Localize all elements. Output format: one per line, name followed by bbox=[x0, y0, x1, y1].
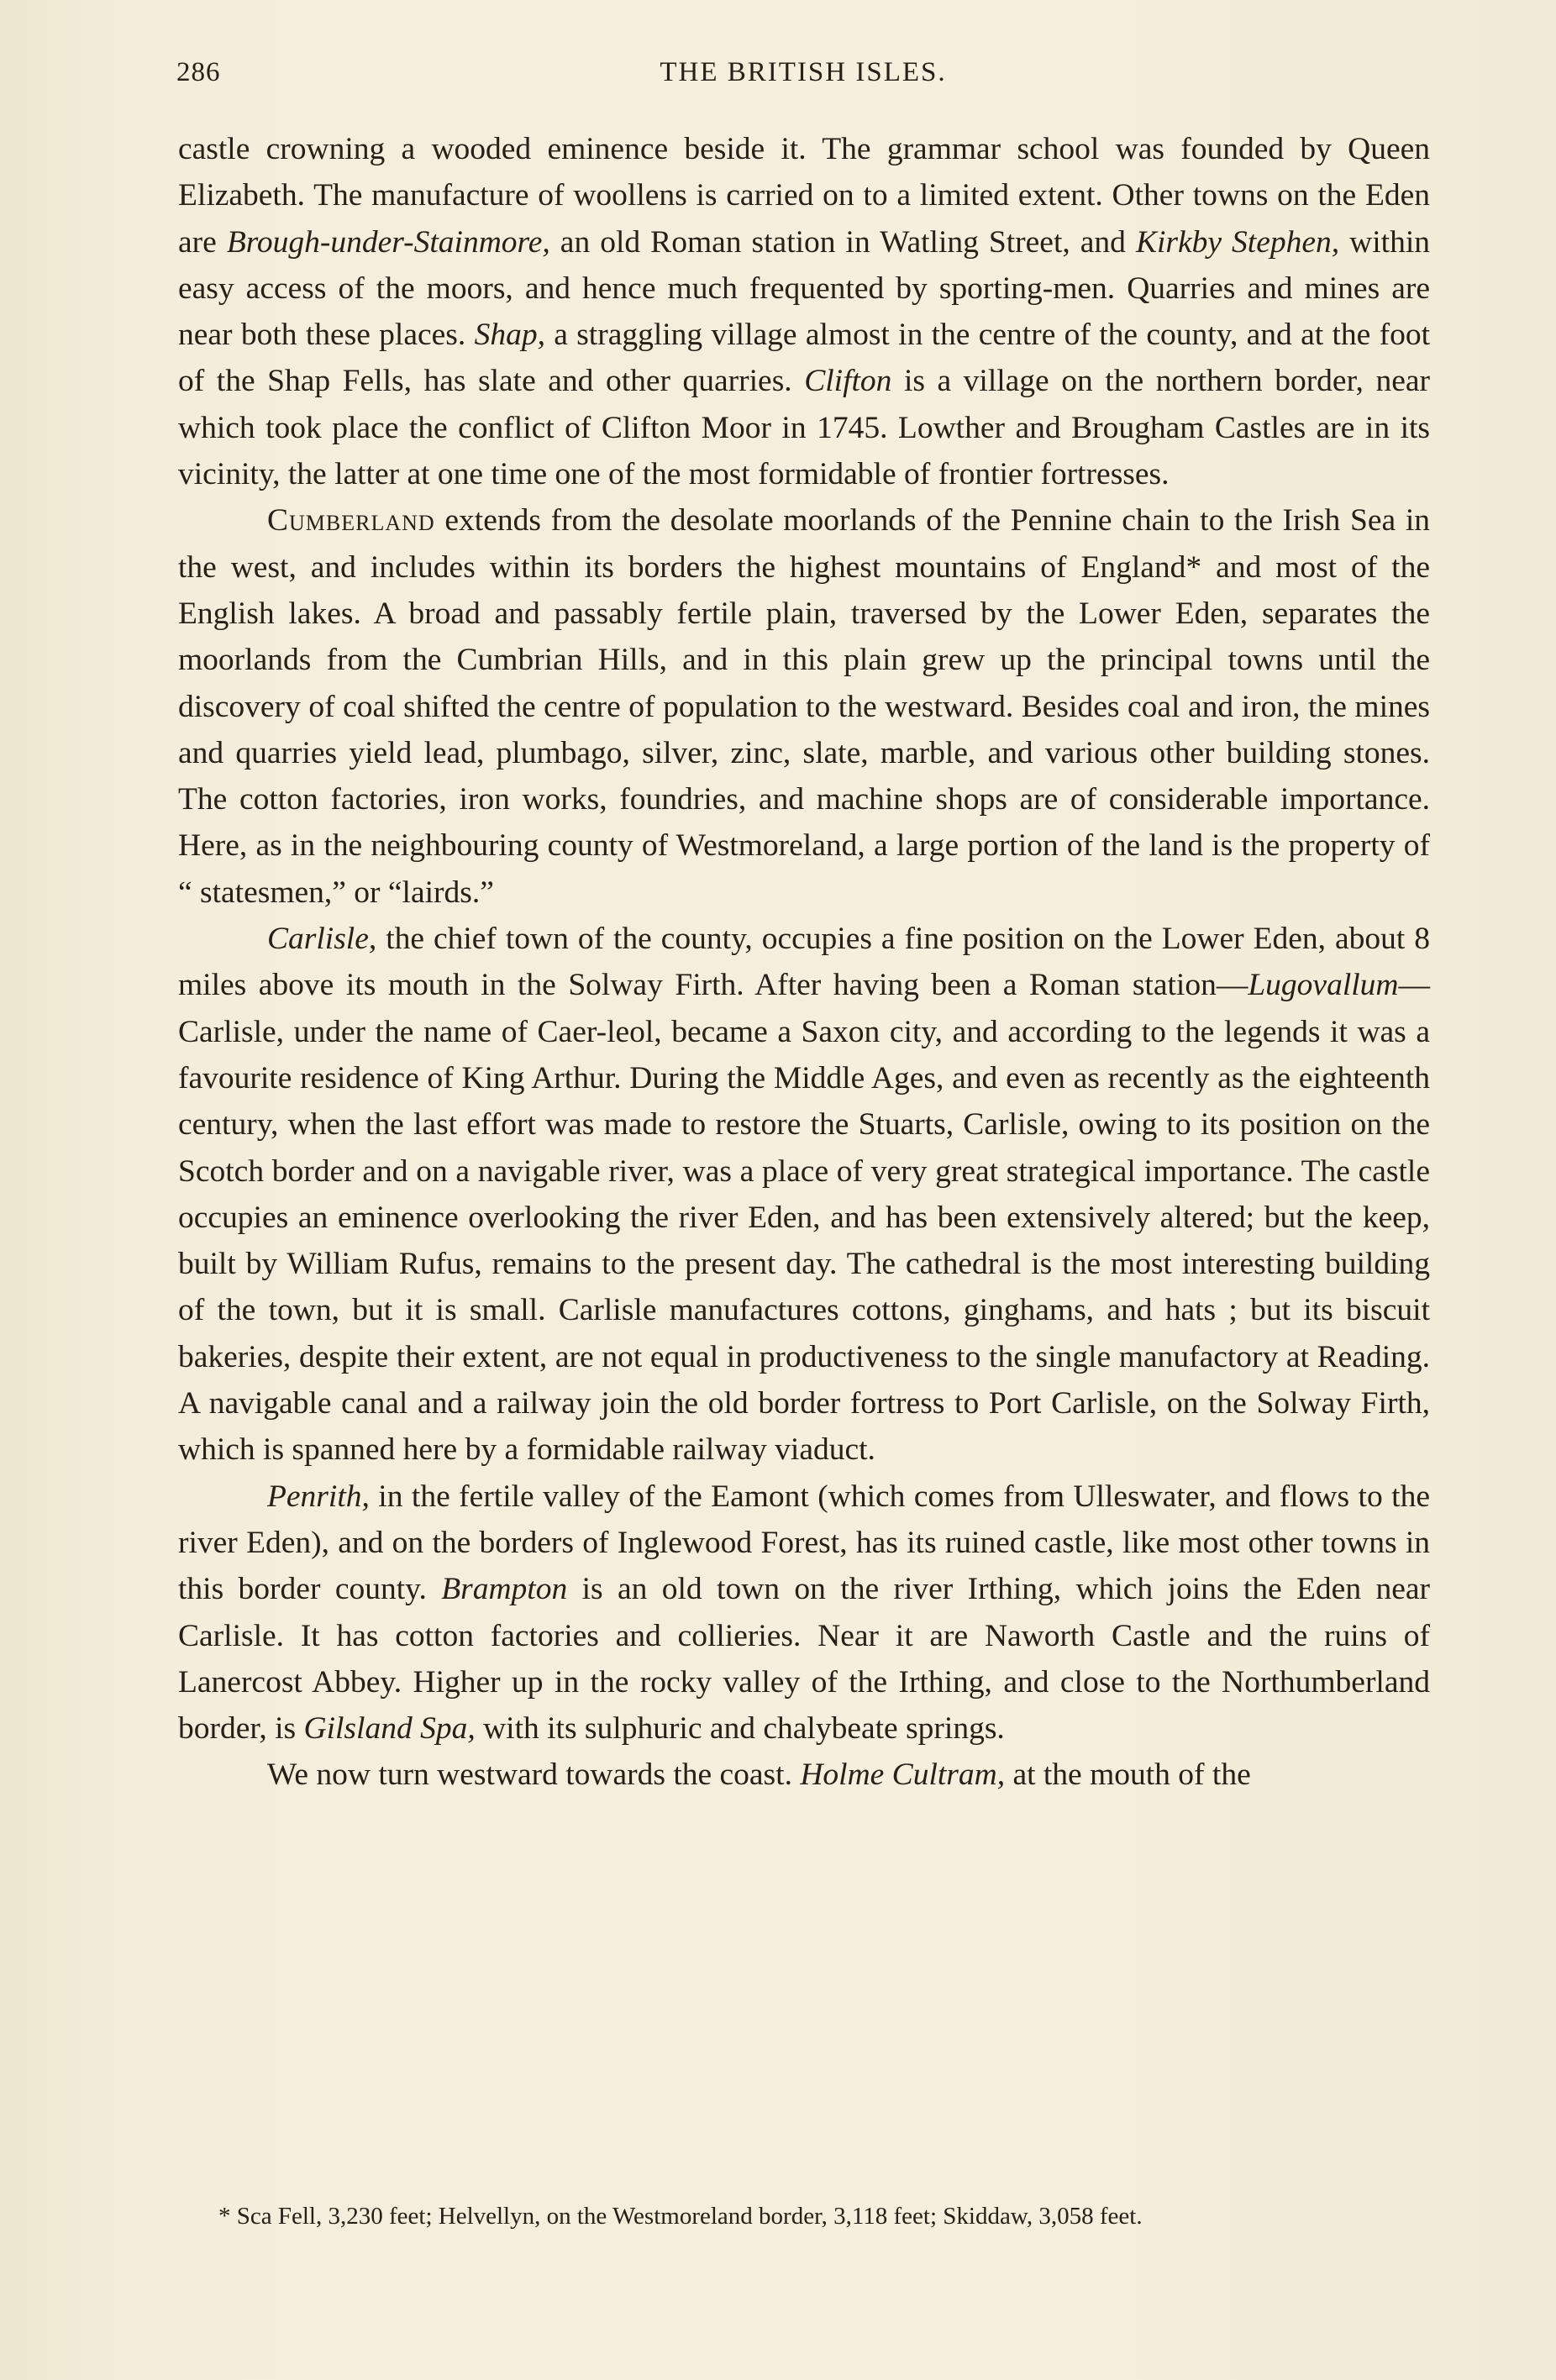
paragraph-penrith: Penrith, in the fertile valley of the Eamont (which comes from Ulleswater, and flows to the river Eden), and on the borders of Inglewood Forest, has its ruined castle, like most other towns in this border county. Brampton is an old town on the river Irthing, which joins the Eden near Carlisle. It has cotton factories and collieries. Near it are Naworth Castle and the ruins of Lanercost Abbey. Higher up in the rocky valley of the Irthing, and close to the Northumberland border, is Gilsland Spa, with its sulphuric and chalybeate springs. bbox=[178, 1479, 1430, 1747]
running-title: THE BRITISH ISLES. bbox=[660, 57, 947, 87]
page-number: 286 bbox=[176, 57, 221, 87]
place-name: Shap, bbox=[474, 318, 545, 353]
paragraph-cumberland: Cumberland extends from the desolate moorlands of the Pennine chain to the Irish Sea in the west, and includes within its borders the highest mountains of England* and most of the English lakes. A broad and passably fertile plain, traversed by the Lower Eden, separates the moorlands from the Cumbrian Hills, and in this plain grew up the principal towns until the discovery of coal shifted the centre of population to the westward. Besides coal and iron, the mines and quarries yield lead, plumbago, silver, zinc, slate, marble, and various other building stones. The cotton factories, iron works, foundries, and machine shops are of considerable importance. Here, as in the neighbouring county of Westmoreland, a large portion of the land is the property of “ statesmen,” or “lairds.” bbox=[178, 503, 1430, 910]
footnote: * Sca Fell, 3,230 feet; Helvellyn, on the Westmoreland border, 3,118 feet; Skiddaw, 3,058 feet. bbox=[218, 2203, 1143, 2230]
place-name: Penrith, bbox=[267, 1479, 370, 1514]
place-name: Brampton bbox=[441, 1572, 568, 1607]
paragraph-coast: We now turn westward towards the coast. Holme Cultram, at the mouth of the bbox=[267, 1757, 1251, 1793]
body-text bbox=[178, 126, 1430, 1799]
paragraph-westmoreland-towns: castle crowning a wooded eminence beside it. The grammar school was founded by Queen Elizabeth. The manufacture of woollens is carried on to a limited extent. Other towns on the Eden are Brough-under-Stainmore, an old Roman station in Watling Street, and Kirkby Stephen, within easy access of the moors, and hence much frequented by sporting-men. Quarries and mines are near both these places. Shap, a straggling village almost in the centre of the county, and at the foot of the Shap Fells, has slate and other quarries. Clifton is a village on the northern border, near which took place the conflict of Clifton Moor in 1745. Lowther and Brougham Castles are in its vicinity, the latter at one time one of the most formidable of frontier fortresses. bbox=[178, 132, 1431, 492]
place-name: Kirkby Stephen, bbox=[1135, 224, 1340, 260]
place-name: Lugovallum bbox=[1248, 968, 1399, 1003]
running-head bbox=[176, 57, 1430, 91]
section-heading-cumberland: Cumberland bbox=[267, 503, 435, 539]
place-name: Carlisle, bbox=[267, 922, 377, 957]
paragraph-carlisle: Carlisle, the chief town of the county, occupies a fine position on the Lower Eden, about 8 miles above its mouth in the Solway Firth. After having been a Roman station—Lugovallum—Carlisle, under the name of Caer-leol, became a Saxon city, and according to the legends it was a favourite residence of King Arthur. During the Middle Ages, and even as recently as the eighteenth century, when the last effort was made to restore the Stuarts, Carlisle, owing to its position on the Scotch border and on a navigable river, was a place of very great strategical importance. The castle occupies an eminence overlooking the river Eden, and has been extensively altered; but the keep, built by William Rufus, remains to the present day. The cathedral is the most interesting building of the town, but it is small. Carlisle manufactures cottons, ginghams, and hats ; but its biscuit bakeries, despite their extent, are not equal in productiveness to the single manufactory at Reading. A navigable canal and a railway join the old border fortress to Port Carlisle, on the Solway Firth, which is spanned here by a formidable railway viaduct. bbox=[178, 922, 1430, 1468]
place-name: Holme Cultram, bbox=[800, 1757, 1006, 1793]
place-name: Gilsland Spa, bbox=[303, 1711, 476, 1747]
footnote-marker: * bbox=[1185, 549, 1202, 585]
place-name: Clifton bbox=[804, 364, 892, 399]
place-name: Brough-under-Stainmore, bbox=[226, 224, 550, 260]
